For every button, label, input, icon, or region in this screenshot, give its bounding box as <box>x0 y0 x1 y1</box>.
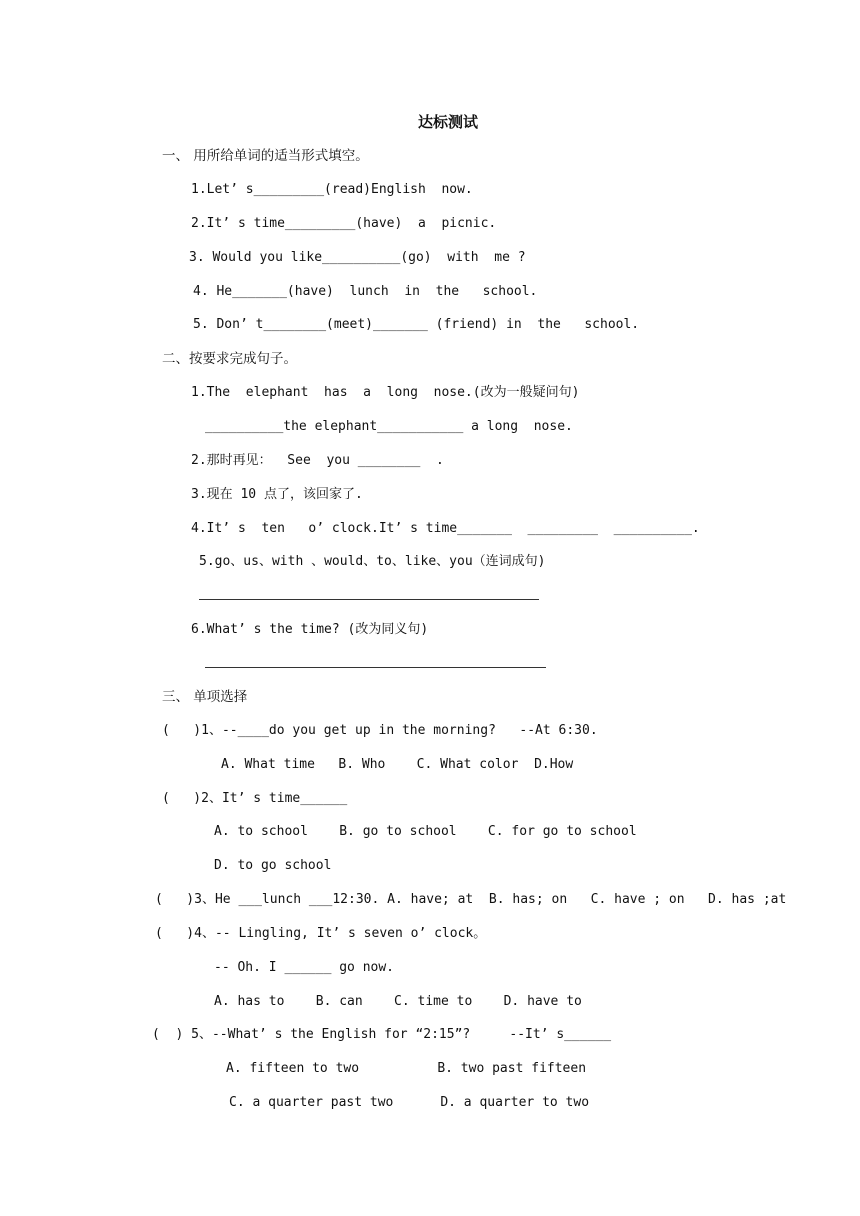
section2-question-1-answer: __________the elephant___________ a long nose. <box>205 419 573 434</box>
answer-line-6 <box>205 667 546 668</box>
section2-heading: 二、按要求完成句子。 <box>162 351 297 367</box>
section2-question-5: 5.go、us、with 、would、to、like、you（连词成句) <box>199 554 546 569</box>
section3-question-1-options: A. What time B. Who C. What color D.How <box>221 757 574 772</box>
section1-question-3: 3. Would you like__________(go) with me ? <box>189 250 526 265</box>
section3-question-1: ( )1、--____do you get up in the morning? --At 6:30. <box>162 723 598 738</box>
section1-heading: 一、 用所给单词的适当形式填空。 <box>162 148 369 164</box>
page-title: 达标测试 <box>418 113 479 131</box>
section3-question-4-line2: -- Oh. I ______ go now. <box>214 960 395 975</box>
section3-question-5: ( ) 5、--What’ s the English for “2:15”? --It’ s______ <box>152 1027 612 1042</box>
section2-question-3: 3.现在 10 点了，该回家了. <box>191 487 363 502</box>
section3-heading: 三、 单项选择 <box>162 689 248 705</box>
section3-question-3: ( )3、He ___lunch ___12:30. A. have; at B. has; on C. have ; on D. has ;at <box>155 892 787 907</box>
section1-question-4: 4. He_______(have) lunch in the school. <box>193 284 538 299</box>
section3-question-5-options-b: C. a quarter past two D. a quarter to two <box>229 1095 590 1110</box>
section2-question-4: 4.It’ s ten o’ clock.It’ s time_______ _________ __________. <box>191 521 700 536</box>
section1-question-1: 1.Let’ s_________(read)English now. <box>191 182 473 197</box>
section3-question-2-options-a: A. to school B. go to school C. for go to school <box>214 824 637 839</box>
section3-question-2-options-b: D. to go school <box>214 858 332 873</box>
section3-question-4-options: A. has to B. can C. time to D. have to <box>214 994 582 1009</box>
section2-question-2: 2.那时再见： See you ________ . <box>191 453 444 468</box>
section2-question-6: 6.What’ s the time? (改为同义句) <box>191 622 429 637</box>
section1-question-2: 2.It’ s time_________(have) a picnic. <box>191 216 497 231</box>
answer-line-5 <box>199 599 539 600</box>
section1-question-5: 5. Don’ t________(meet)_______ (friend) in the school. <box>193 317 640 332</box>
section3-question-5-options-a: A. fifteen to two B. two past fifteen <box>226 1061 587 1076</box>
section3-question-4: ( )4、-- Lingling, It’ s seven o’ clock。 <box>155 926 487 941</box>
section2-question-1: 1.The elephant has a long nose.(改为一般疑问句) <box>191 385 580 400</box>
section3-question-2: ( )2、It’ s time______ <box>162 791 348 806</box>
